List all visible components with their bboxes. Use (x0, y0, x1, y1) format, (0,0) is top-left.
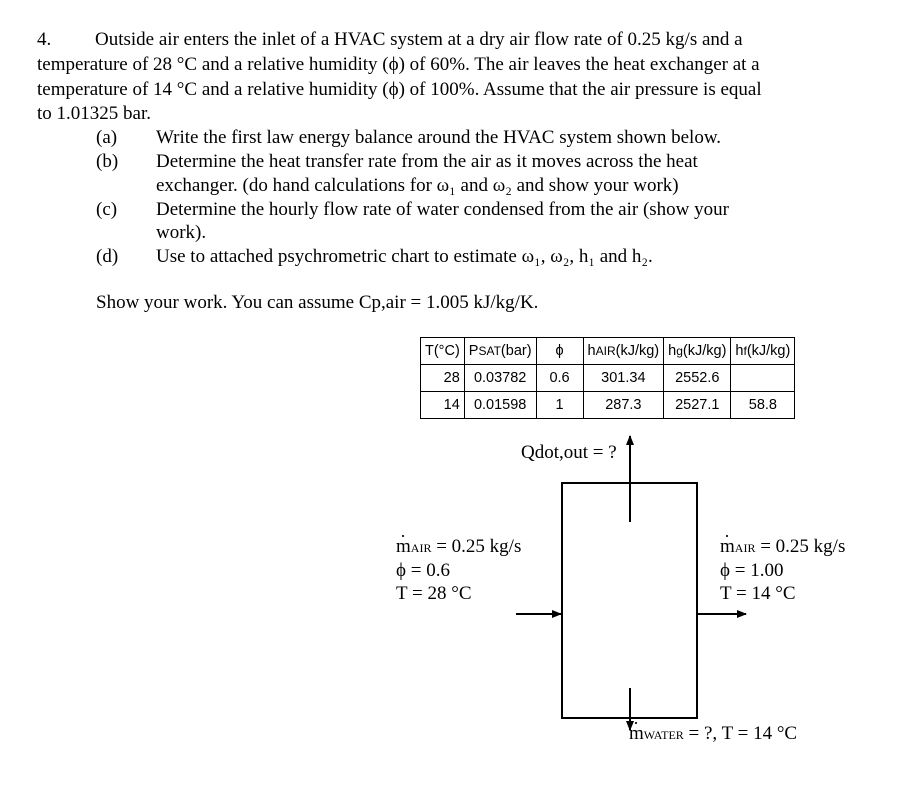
part-c-text-2: work). (156, 222, 207, 243)
table-cell: 2552.6 (664, 365, 731, 392)
assumption-note: Show your work. You can assume Cp,air = 1.005 kJ/kg/K. (96, 292, 539, 313)
table-cell: 0.6 (536, 365, 583, 392)
water-mass-flow: · mWATER = ?, T = 14 °C (629, 722, 797, 747)
table-cell: 0.01598 (464, 392, 536, 419)
header-temperature: T(°C) (421, 338, 465, 365)
header-h-air: hAIR(kJ/kg) (583, 338, 664, 365)
header-phi: ϕ (536, 338, 583, 365)
part-c-text-1: Determine the hourly flow rate of water condensed from the air (show your (156, 199, 729, 220)
statement-line-1: Outside air enters the inlet of a HVAC system at a dry air flow rate of 0.25 kg/s and a (95, 29, 743, 50)
outlet-temperature: T = 14 °C (720, 583, 796, 604)
part-d-text: Use to attached psychrometric chart to estimate ω₁, ω₂, h₁ and h₂. (156, 246, 653, 267)
header-hg: hg(kJ/kg) (664, 338, 731, 365)
inlet-phi: ϕ = 0.6 (396, 560, 450, 581)
table-cell: 58.8 (731, 392, 795, 419)
table-cell: 14 (421, 392, 465, 419)
outlet-phi: ϕ = 1.00 (720, 560, 784, 581)
table-cell: 287.3 (583, 392, 664, 419)
inlet-temperature: T = 28 °C (396, 583, 472, 604)
inlet-mass-flow: · mAIR = 0.25 kg/s (396, 535, 521, 560)
part-b-text-1: Determine the heat transfer rate from the air as it moves across the heat (156, 151, 698, 172)
qdot-label: Qdot,out = ? (521, 442, 617, 463)
part-a-text: Write the first law energy balance around the HVAC system shown below. (156, 127, 722, 148)
statement-line-2: temperature of 28 °C and a relative humidity (ϕ) of 60%. The air leaves the heat exchanger at a (37, 54, 760, 75)
statement-line-3: temperature of 14 °C and a relative humidity (ϕ) of 100%. Assume that the air pressure is equal (37, 79, 762, 100)
table-cell: 28 (421, 365, 465, 392)
table-cell: 2527.1 (664, 392, 731, 419)
part-a-letter: (a) (96, 127, 118, 148)
table-cell: 301.34 (583, 365, 664, 392)
outlet-mass-flow: · mAIR = 0.25 kg/s (720, 535, 845, 560)
part-d-letter: (d) (96, 246, 119, 267)
part-b-letter: (b) (96, 151, 119, 172)
part-c-letter: (c) (96, 199, 118, 220)
problem-number: 4. (37, 29, 52, 50)
statement-line-4: to 1.01325 bar. (37, 103, 151, 124)
table-cell: 0.03782 (464, 365, 536, 392)
header-hf: hf(kJ/kg) (731, 338, 795, 365)
header-psat: PSAT(bar) (464, 338, 536, 365)
table-cell: 1 (536, 392, 583, 419)
part-b-text-2: exchanger. (do hand calculations for ω₁ and ω₂ and show your work) (156, 175, 679, 196)
